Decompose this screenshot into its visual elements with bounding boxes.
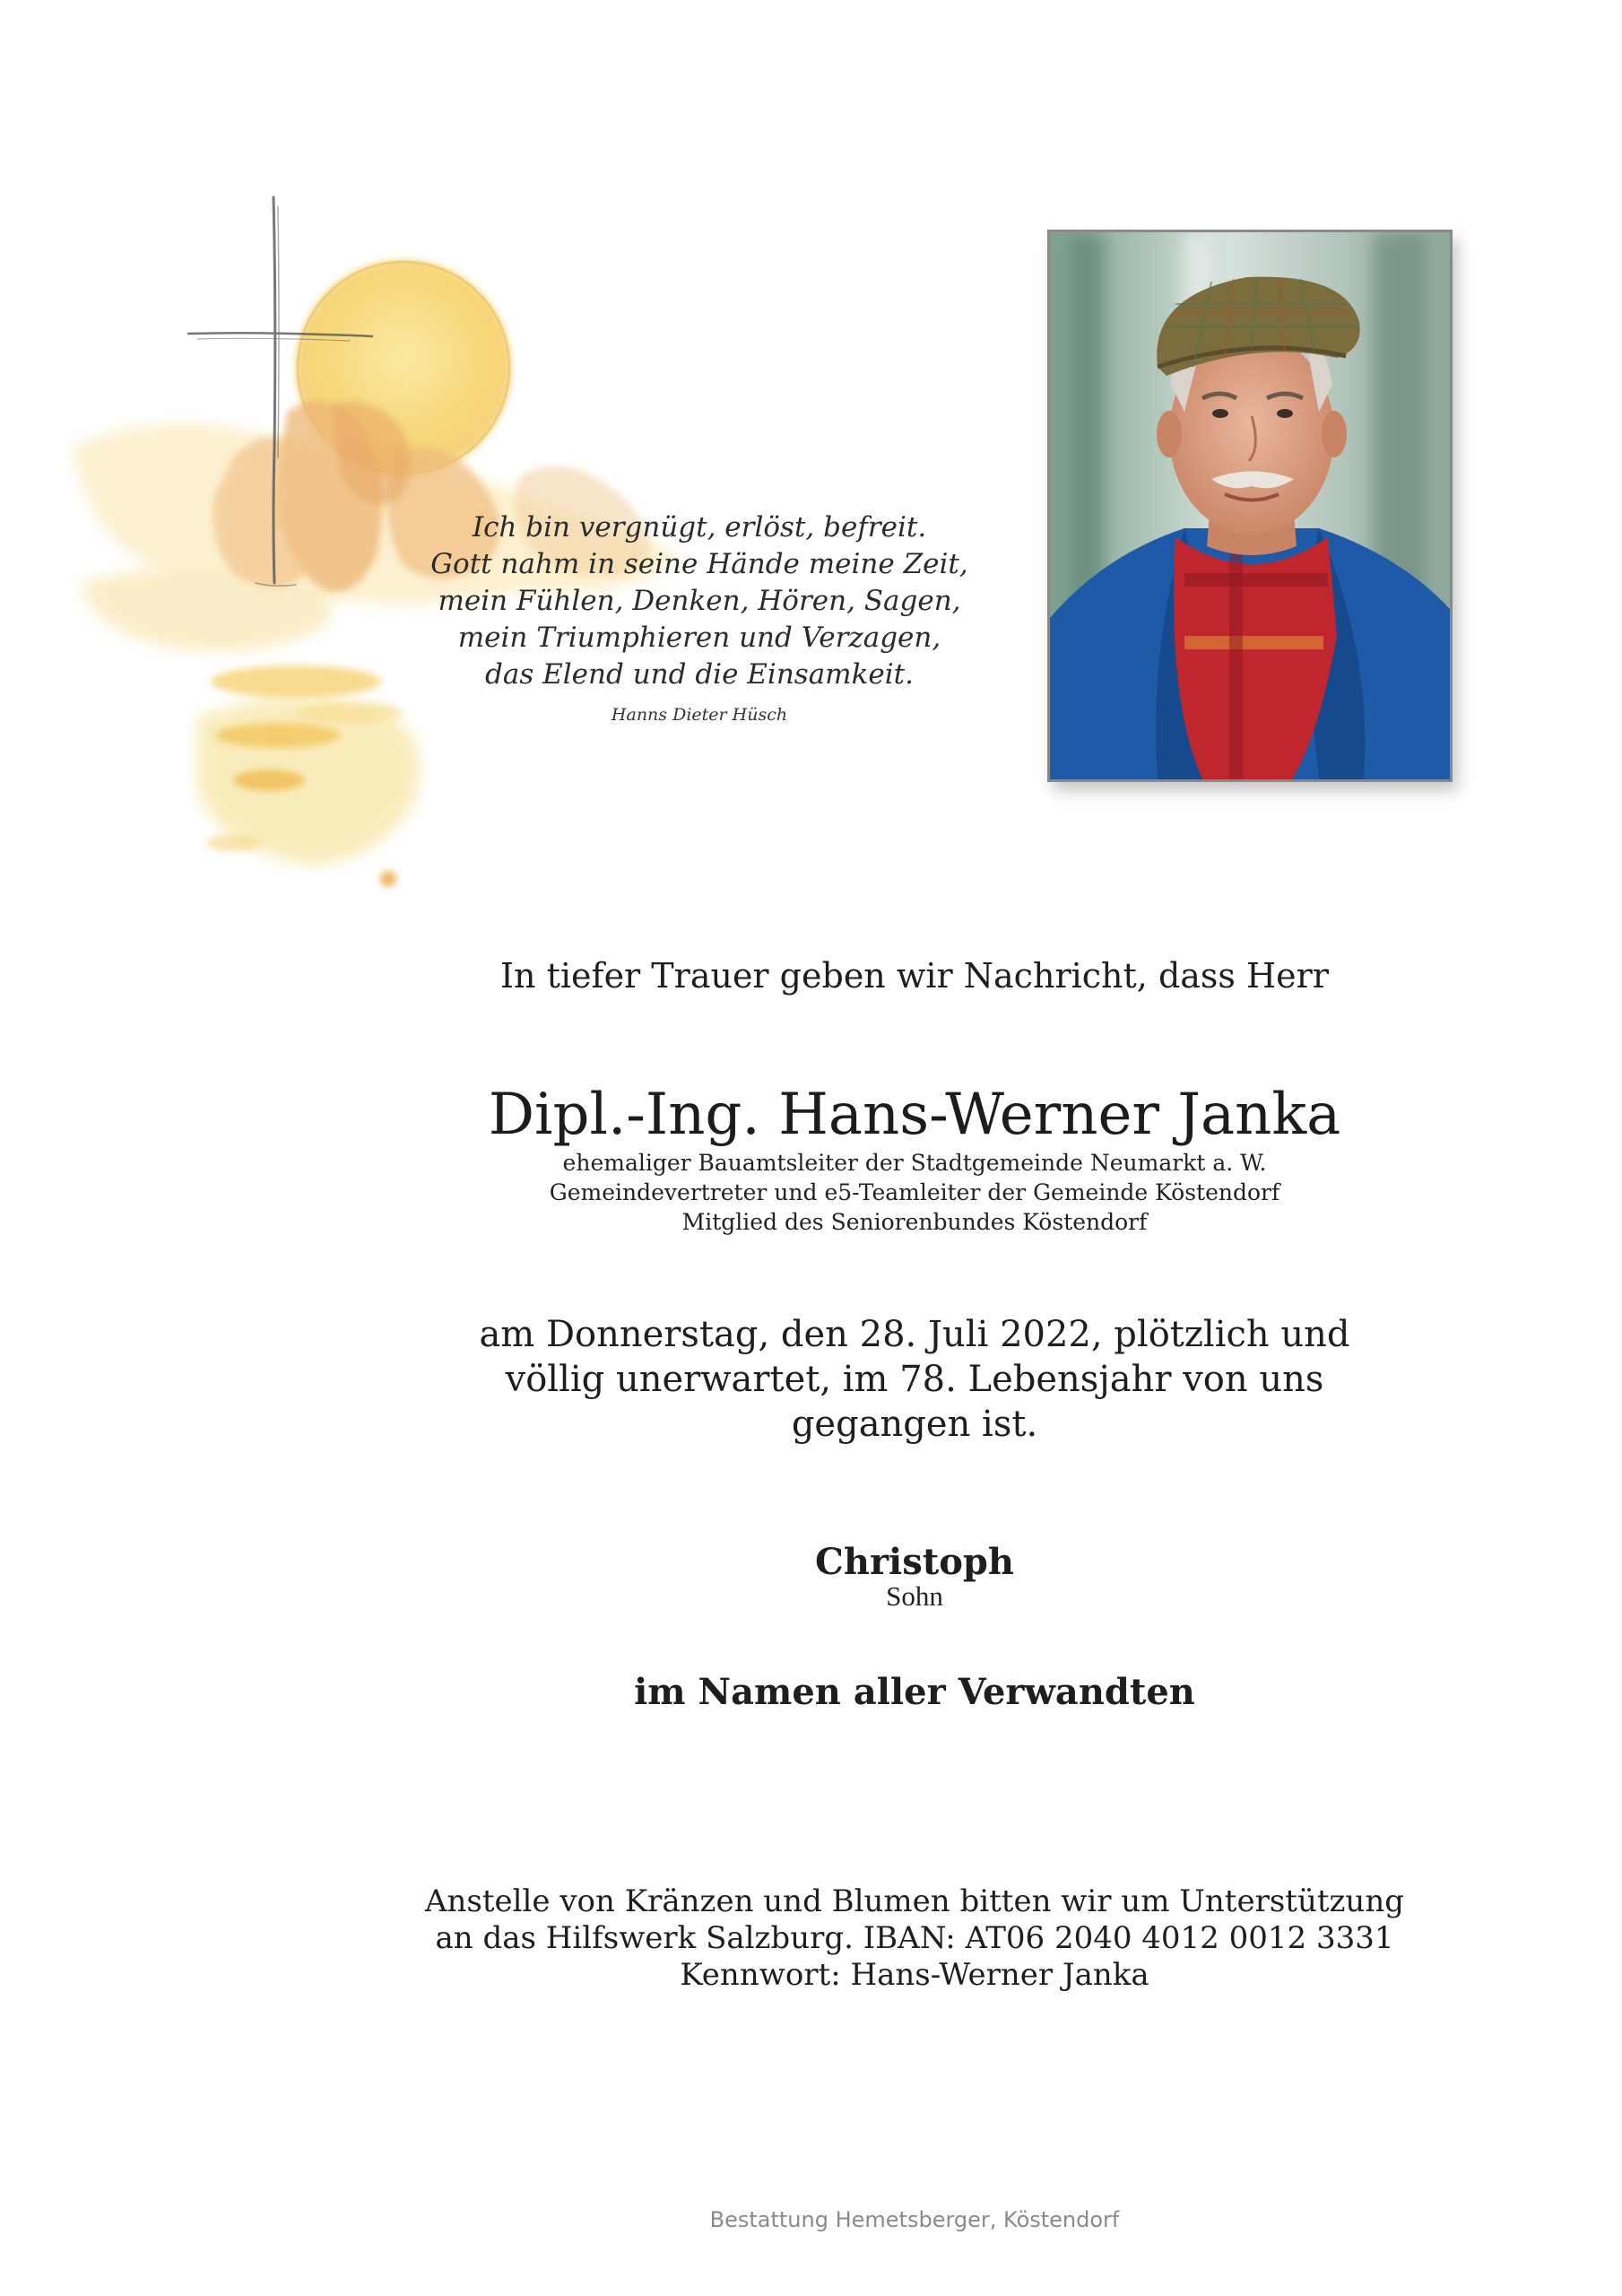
poem-line: mein Triumphieren und Verzagen, [457, 622, 941, 654]
poem-line: mein Fühlen, Denken, Hören, Sagen, [438, 585, 961, 617]
mourner-name: Christoph [815, 1541, 1014, 1583]
mourner-relation: Sohn [886, 1580, 943, 1612]
deceased-roles [377, 1148, 1453, 1237]
poem-line: das Elend und die Einsamkeit. [485, 658, 914, 691]
donation-request [377, 1883, 1453, 1994]
family-line: im Namen aller Verwandten [634, 1671, 1195, 1713]
death-notice-line: am Donnerstag, den 28. Juli 2022, plötzlich und [479, 1314, 1350, 1355]
death-notice [377, 1312, 1453, 1447]
portrait-photo [1047, 230, 1453, 782]
poem-author: Hanns Dieter Hüsch [611, 705, 788, 725]
poem [377, 509, 1022, 693]
announcement-intro: In tiefer Trauer geben wir Nachricht, dass Herr [500, 956, 1329, 996]
donation-line: Kennwort: Hans-Werner Janka [680, 1957, 1149, 1993]
poem-line: Gott nahm in seine Hände meine Zeit, [430, 548, 968, 580]
funeral-home-footer: Bestattung Hemetsberger, Köstendorf [709, 2207, 1120, 2232]
role-line: Mitglied des Seniorenbundes Köstendorf [681, 1209, 1148, 1235]
poem-line: Ich bin vergnügt, erlöst, befreit. [472, 511, 927, 544]
donation-line: an das Hilfswerk Salzburg. IBAN: AT06 2040 4012 0012 3331 [435, 1920, 1394, 1956]
role-line: Gemeindevertreter und e5-Teamleiter der Gemeinde Köstendorf [549, 1179, 1280, 1205]
death-notice-line: gegangen ist. [791, 1404, 1038, 1445]
donation-line: Anstelle von Kränzen und Blumen bitten wir um Unterstützung [424, 1883, 1404, 1919]
death-notice-line: völlig unerwartet, im 78. Lebensjahr von uns [505, 1359, 1324, 1400]
deceased-name: Dipl.-Ing. Hans-Werner Janka [488, 1082, 1341, 1148]
role-line: ehemaliger Bauamtsleiter der Stadtgemeinde Neumarkt a. W. [562, 1150, 1267, 1176]
portrait-image [1050, 232, 1450, 779]
